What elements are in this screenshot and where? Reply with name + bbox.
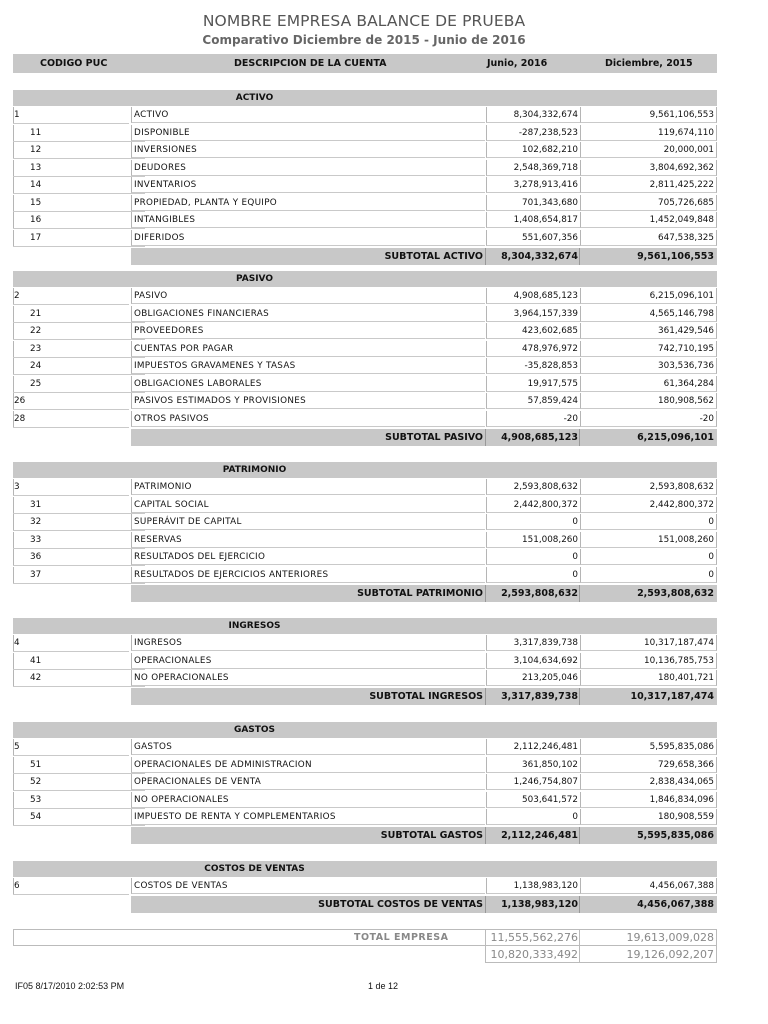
section-title: ACTIVO: [235, 93, 274, 103]
account-description: PASIVOS ESTIMADOS Y PROVISIONES: [131, 393, 485, 409]
section-title: INGRESOS: [228, 621, 281, 631]
account-code: 26: [13, 393, 129, 410]
value-december-2015: 0: [580, 567, 717, 583]
value-december-2015: 20,000,001: [580, 142, 717, 158]
section-band: [13, 271, 717, 287]
value-june-2016: 3,104,634,692: [486, 653, 580, 669]
account-description: SUPERÁVIT DE CAPITAL: [131, 514, 485, 530]
value-december-2015: 5,595,835,086: [580, 739, 717, 755]
subtotal-row: [131, 585, 717, 602]
total-bottom-line: [485, 962, 717, 963]
account-description: OBLIGACIONES FINANCIERAS: [131, 306, 485, 322]
account-code: 41: [13, 653, 145, 670]
value-december-2015: 180,908,559: [580, 809, 717, 825]
total-label: TOTAL EMPRESA: [354, 932, 449, 943]
total-divider: [716, 929, 717, 963]
account-description: CUENTAS POR PAGAR: [131, 341, 485, 357]
value-june-2016: 361,850,102: [486, 757, 580, 773]
account-code: 12: [13, 142, 145, 159]
total-june-2016-secondary: 10,820,333,492: [490, 948, 578, 961]
account-row: [13, 376, 717, 393]
account-row: [13, 549, 717, 566]
subtotal-december-2015: 4,456,067,388: [637, 899, 714, 910]
account-code: 36: [13, 549, 145, 566]
value-december-2015: 6,215,096,101: [580, 288, 717, 304]
account-row: [13, 514, 717, 531]
subtotal-row: [131, 827, 717, 844]
account-description: RESULTADOS DE EJERCICIOS ANTERIORES: [131, 567, 485, 583]
account-code: 32: [13, 514, 145, 531]
section-title: GASTOS: [233, 725, 276, 735]
value-december-2015: 1,452,049,848: [580, 212, 717, 228]
account-code: 22: [13, 323, 145, 340]
account-code: 4: [13, 635, 129, 652]
section-title: PATRIMONIO: [222, 465, 287, 475]
account-description: RESERVAS: [131, 532, 485, 548]
value-december-2015: 361,429,546: [580, 323, 717, 339]
account-description: PATRIMONIO: [131, 479, 485, 495]
value-june-2016: 478,976,972: [486, 341, 580, 357]
value-december-2015: 303,536,736: [580, 358, 717, 374]
subtotal-june-2016: 4,908,685,123: [501, 431, 578, 443]
value-december-2015: 2,838,434,065: [580, 774, 717, 790]
account-code: 3: [13, 479, 129, 496]
account-code: 28: [13, 411, 129, 428]
account-row: [13, 653, 717, 670]
value-june-2016: 3,317,839,738: [486, 635, 580, 651]
header-june-2016: Junio, 2016: [487, 58, 548, 69]
value-december-2015: 4,456,067,388: [580, 878, 717, 894]
account-code: 16: [13, 212, 145, 229]
value-june-2016: 8,304,332,674: [486, 107, 580, 123]
value-december-2015: 2,593,808,632: [580, 479, 717, 495]
account-description: COSTOS DE VENTAS: [131, 878, 485, 894]
account-row: [13, 635, 717, 652]
value-june-2016: 551,607,356: [486, 230, 580, 246]
account-description: PROPIEDAD, PLANTA Y EQUIPO: [131, 195, 485, 211]
header-code: CODIGO PUC: [40, 58, 108, 69]
value-december-2015: 729,658,366: [580, 757, 717, 773]
account-description: INGRESOS: [131, 635, 485, 651]
account-description: OTROS PASIVOS: [131, 411, 485, 427]
total-june-2016: 11,555,562,276: [490, 931, 578, 944]
value-june-2016: 0: [486, 514, 580, 530]
value-december-2015: 1,846,834,096: [580, 792, 717, 808]
account-code: 33: [13, 532, 145, 549]
value-june-2016: 503,641,572: [486, 792, 580, 808]
value-june-2016: 151,008,260: [486, 532, 580, 548]
account-description: PASIVO: [131, 288, 485, 304]
value-june-2016: 3,964,157,339: [486, 306, 580, 322]
account-row: [13, 323, 717, 340]
value-december-2015: 3,804,692,362: [580, 160, 717, 176]
subtotal-label: SUBTOTAL GASTOS: [380, 830, 483, 841]
account-code: 51: [13, 757, 145, 774]
section-band: [13, 462, 717, 478]
account-code: 13: [13, 160, 145, 177]
account-description: INTANGIBLES: [131, 212, 485, 228]
total-empresa: [13, 929, 717, 963]
subtotal-label: SUBTOTAL PATRIMONIO: [357, 587, 483, 599]
subtotal-label: SUBTOTAL COSTOS DE VENTAS: [318, 899, 483, 910]
value-december-2015: 0: [580, 514, 717, 530]
account-description: DEUDORES: [131, 160, 485, 176]
subtotal-june-2016: 8,304,332,674: [501, 250, 578, 262]
value-december-2015: 4,565,146,798: [580, 306, 717, 322]
account-code: 2: [13, 288, 129, 305]
total-december-2015: 19,613,009,028: [626, 931, 714, 944]
account-row: [13, 288, 717, 305]
account-code: 15: [13, 195, 145, 212]
account-row: [13, 230, 717, 247]
account-code: 25: [13, 376, 145, 393]
value-december-2015: 2,442,800,372: [580, 497, 717, 513]
value-june-2016: -20: [486, 411, 580, 427]
value-december-2015: 180,401,721: [580, 670, 717, 686]
footer-timestamp: IF05 8/17/2010 2:02:53 PM: [15, 981, 125, 991]
section-band: [13, 722, 717, 738]
account-code: 23: [13, 341, 145, 358]
account-row: [13, 670, 717, 687]
value-june-2016: 2,112,246,481: [486, 739, 580, 755]
header-description: DESCRIPCION DE LA CUENTA: [234, 58, 387, 69]
account-row: [13, 532, 717, 549]
value-june-2016: 0: [486, 567, 580, 583]
account-code: 54: [13, 809, 145, 826]
value-june-2016: -35,828,853: [486, 358, 580, 374]
account-row: [13, 809, 717, 826]
account-code: 37: [13, 567, 145, 584]
subtotal-june-2016: 1,138,983,120: [501, 899, 578, 910]
account-description: PROVEEDORES: [131, 323, 485, 339]
account-code: 11: [13, 125, 145, 142]
value-december-2015: 119,674,110: [580, 125, 717, 141]
subtotal-june-2016: 2,593,808,632: [501, 587, 578, 599]
value-june-2016: 0: [486, 549, 580, 565]
section-band: [13, 861, 717, 877]
footer-page-number: 1 de 12: [368, 981, 399, 991]
account-code: 1: [13, 107, 129, 124]
account-code: 52: [13, 774, 145, 791]
account-description: ACTIVO: [131, 107, 485, 123]
account-code: 6: [13, 878, 129, 895]
value-june-2016: 57,859,424: [486, 393, 580, 409]
subtotal-december-2015: 5,595,835,086: [637, 830, 714, 841]
subtotal-row: [131, 248, 717, 265]
account-row: [13, 757, 717, 774]
account-row: [13, 212, 717, 229]
account-row: [13, 393, 717, 410]
account-description: OPERACIONALES: [131, 653, 485, 669]
account-description: INVENTARIOS: [131, 177, 485, 193]
header-december-2015: Diciembre, 2015: [605, 58, 693, 69]
account-row: [13, 878, 717, 895]
account-row: [13, 107, 717, 124]
account-description: OPERACIONALES DE ADMINISTRACION: [131, 757, 485, 773]
value-december-2015: 151,008,260: [580, 532, 717, 548]
section-band: [13, 618, 717, 634]
account-description: OBLIGACIONES LABORALES: [131, 376, 485, 392]
account-description: NO OPERACIONALES: [131, 670, 485, 686]
account-description: OPERACIONALES DE VENTA: [131, 774, 485, 790]
account-description: CAPITAL SOCIAL: [131, 497, 485, 513]
account-description: GASTOS: [131, 739, 485, 755]
subtotal-december-2015: 2,593,808,632: [637, 587, 714, 599]
value-december-2015: 647,538,325: [580, 230, 717, 246]
account-description: NO OPERACIONALES: [131, 792, 485, 808]
account-row: [13, 497, 717, 514]
value-june-2016: 423,602,685: [486, 323, 580, 339]
account-row: [13, 160, 717, 177]
value-december-2015: 9,561,106,553: [580, 107, 717, 123]
subtotal-label: SUBTOTAL INGRESOS: [369, 691, 483, 702]
value-june-2016: 0: [486, 809, 580, 825]
account-code: 53: [13, 792, 145, 809]
account-code: 24: [13, 358, 145, 375]
section-band: [13, 90, 717, 106]
subtotal-row: [131, 896, 717, 913]
subtotal-label: SUBTOTAL ACTIVO: [384, 250, 483, 262]
section-title: PASIVO: [235, 274, 274, 284]
account-code: 17: [13, 230, 145, 247]
value-june-2016: 213,205,046: [486, 670, 580, 686]
value-december-2015: 742,710,195: [580, 341, 717, 357]
value-december-2015: 10,317,187,474: [580, 635, 717, 651]
value-june-2016: 1,246,754,807: [486, 774, 580, 790]
account-description: DISPONIBLE: [131, 125, 485, 141]
account-description: IMPUESTO DE RENTA Y COMPLEMENTARIOS: [131, 809, 485, 825]
account-row: [13, 792, 717, 809]
account-code: 5: [13, 739, 129, 756]
account-row: [13, 358, 717, 375]
account-row: [13, 411, 717, 428]
account-code: 31: [13, 497, 145, 514]
section-title: COSTOS DE VENTAS: [204, 864, 305, 874]
value-june-2016: 1,138,983,120: [486, 878, 580, 894]
total-december-2015-secondary: 19,126,092,207: [626, 948, 714, 961]
value-june-2016: 102,682,210: [486, 142, 580, 158]
subtotal-june-2016: 3,317,839,738: [501, 691, 578, 702]
subtotal-label: SUBTOTAL PASIVO: [385, 431, 483, 443]
account-description: INVERSIONES: [131, 142, 485, 158]
subtotal-row: [131, 429, 717, 446]
value-december-2015: 10,136,785,753: [580, 653, 717, 669]
account-code: 42: [13, 670, 145, 687]
account-row: [13, 567, 717, 584]
account-row: [13, 195, 717, 212]
value-june-2016: 2,548,369,718: [486, 160, 580, 176]
account-row: [13, 177, 717, 194]
value-june-2016: 2,593,808,632: [486, 479, 580, 495]
value-december-2015: -20: [580, 411, 717, 427]
value-december-2015: 180,908,562: [580, 393, 717, 409]
report-subtitle: Comparativo Diciembre de 2015 - Junio de 2016: [202, 33, 526, 47]
subtotal-row: [131, 688, 717, 705]
report-title: NOMBRE EMPRESA BALANCE DE PRUEBA: [202, 12, 526, 30]
subtotal-december-2015: 9,561,106,553: [637, 250, 714, 262]
account-description: DIFERIDOS: [131, 230, 485, 246]
value-june-2016: 701,343,680: [486, 195, 580, 211]
value-december-2015: 61,364,284: [580, 376, 717, 392]
subtotal-june-2016: 2,112,246,481: [501, 830, 578, 841]
account-code: 14: [13, 177, 145, 194]
value-june-2016: 2,442,800,372: [486, 497, 580, 513]
account-description: RESULTADOS DEL EJERCICIO: [131, 549, 485, 565]
subtotal-december-2015: 10,317,187,474: [630, 691, 714, 702]
account-description: IMPUESTOS GRAVAMENES Y TASAS: [131, 358, 485, 374]
account-row: [13, 739, 717, 756]
account-row: [13, 479, 717, 496]
value-december-2015: 2,811,425,222: [580, 177, 717, 193]
value-june-2016: 19,917,575: [486, 376, 580, 392]
account-row: [13, 306, 717, 323]
value-december-2015: 705,726,685: [580, 195, 717, 211]
value-june-2016: 3,278,913,416: [486, 177, 580, 193]
value-june-2016: 4,908,685,123: [486, 288, 580, 304]
value-june-2016: -287,238,523: [486, 125, 580, 141]
account-row: [13, 341, 717, 358]
value-december-2015: 0: [580, 549, 717, 565]
account-row: [13, 142, 717, 159]
value-june-2016: 1,408,654,817: [486, 212, 580, 228]
account-row: [13, 774, 717, 791]
account-code: 21: [13, 306, 145, 323]
account-row: [13, 125, 717, 142]
subtotal-december-2015: 6,215,096,101: [637, 431, 714, 443]
